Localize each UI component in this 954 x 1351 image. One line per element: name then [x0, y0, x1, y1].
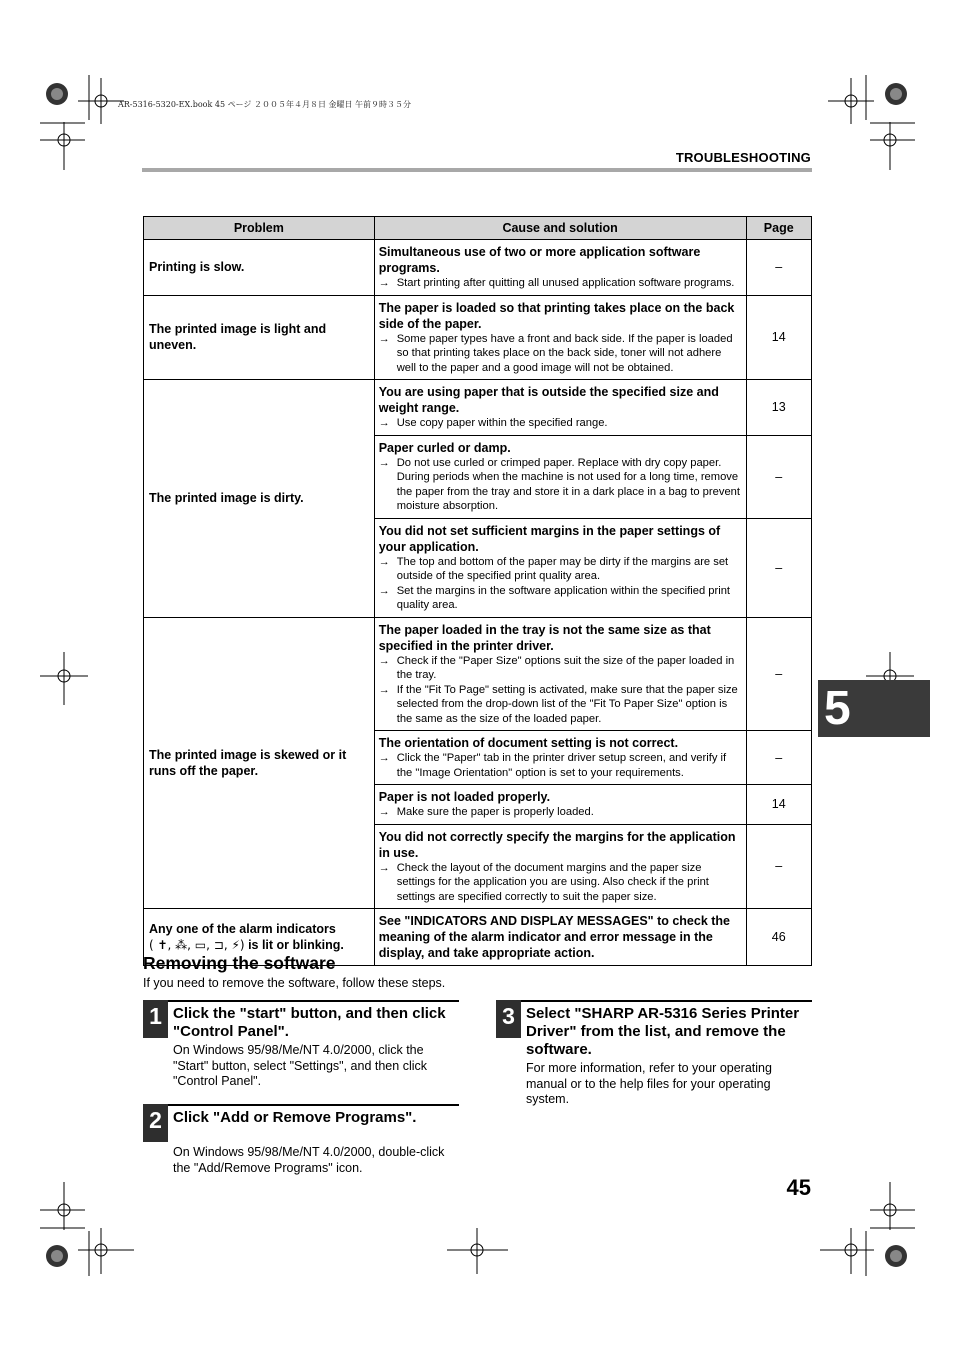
cause-cell [374, 824, 746, 909]
cause-cell [374, 518, 746, 617]
step-body: For more information, refer to your operating manual or to the help files for your operating system. [526, 1061, 772, 1106]
step-body: On Windows 95/98/Me/NT 4.0/2000, double-click the "Add/Remove Programs" icon. [173, 1145, 445, 1175]
problem-cell: The printed image is light and uneven. [144, 295, 375, 380]
cause-column-header: Cause and solution [374, 217, 746, 240]
step-title: Select "SHARP AR-5316 Series Printer Driver" from the list, and remove the software. [526, 1005, 800, 1058]
chapter-tab [818, 680, 930, 737]
solution-line: → Check if the "Paper Size" options suit the size of the paper loaded in the tray. [378, 654, 735, 681]
solution-line: → The top and bottom of the paper may be dirty if the margins are set outside of the specified print quality area. [378, 555, 729, 582]
problem-cell: The printed image is skewed or it runs off the paper. [144, 617, 375, 909]
step-2 [143, 1104, 459, 1179]
cause-cell [374, 295, 746, 380]
header-rule [142, 168, 812, 172]
step-rule [143, 1104, 459, 1106]
page-ref: – [746, 518, 812, 617]
cause-cell [374, 617, 746, 731]
problem-cell: Printing is slow. [144, 240, 375, 296]
page-ref: 14 [746, 295, 812, 380]
cause-title: You did not set sufficient margins in the paper settings of your application. [378, 523, 721, 554]
table-row [144, 295, 812, 380]
problem-column-header: Problem [144, 217, 375, 240]
cause-title: Paper is not loaded properly. [378, 790, 551, 804]
solution-line: → Click the "Paper" tab in the printer driver setup screen, and verify if the "Image Orientation" option is set to your requirements. [378, 752, 727, 779]
step-number: 3 [496, 1000, 521, 1038]
cause-title: Paper curled or damp. [378, 440, 511, 455]
cause-cell [374, 380, 746, 436]
problem-cell: The printed image is dirty. [144, 380, 375, 618]
page-ref: – [746, 240, 812, 296]
step-rule [496, 1000, 812, 1002]
arrow-icon: → [378, 584, 390, 597]
page-ref: 46 [746, 909, 812, 966]
troubleshooting-table [143, 216, 812, 966]
cause-title: See "INDICATORS AND DISPLAY MESSAGES" to check the meaning of the alarm indicator and error message in the display, and take appropriate action. [378, 914, 731, 960]
arrow-icon: → [378, 417, 390, 429]
step-3 [496, 1000, 812, 1112]
arrow-icon: → [378, 861, 390, 874]
solution-line: → Use copy paper within the specified range. [378, 417, 608, 429]
page-ref: – [746, 435, 812, 518]
solution-line: → Do not use curled or crimped paper. Replace with dry copy paper. During periods when the machine is not used for a long time, remove the paper from the tray and store it in a dark place in a bag to prevent moisture absorption. [378, 456, 741, 512]
solution-line: → Check the layout of the document margins and the paper size settings for the application you are using. Also check if the print settings are specified correctly to suit the paper size. [378, 861, 709, 903]
cause-title: The paper is loaded so that printing takes place on the back side of the paper. [378, 300, 735, 331]
cause-title: The orientation of document setting is not correct. [378, 736, 679, 750]
section-title: TROUBLESHOOTING [675, 150, 811, 165]
cause-title: You are using paper that is outside the specified size and weight range. [378, 385, 719, 415]
cause-cell [374, 435, 746, 518]
step-1 [143, 1000, 459, 1095]
cause-cell [374, 731, 746, 785]
page-number: 45 [786, 1175, 811, 1200]
table-row [144, 380, 812, 436]
page-ref: – [746, 731, 812, 785]
step-rule [143, 1000, 459, 1002]
solution-line: → Set the margins in the software application within the specified print quality area. [378, 584, 731, 611]
arrow-icon: → [378, 555, 390, 568]
solution-line: → Start printing after quitting all unused application software programs. [378, 277, 735, 289]
cause-cell [374, 909, 746, 966]
page-ref: – [746, 824, 812, 909]
page-ref: 13 [746, 380, 812, 436]
cause-title: You did not correctly specify the margins for the application in use. [378, 829, 736, 860]
solution-line: → If the "Fit To Page" setting is activated, make sure that the paper size selected from the drop-down list of the "Fit To Paper Size" option is the same as the size of the loaded paper. [378, 683, 738, 725]
page-ref: – [746, 617, 812, 731]
cause-cell [374, 240, 746, 296]
page-column-header: Page [746, 217, 812, 240]
step-number: 2 [143, 1104, 168, 1142]
page-ref: 14 [746, 785, 812, 825]
removing-software-intro: If you need to remove the software, follow these steps. [143, 976, 446, 990]
book-file-info: AR-5316-5320-EX.book 45 ページ ２００５年４月８日 金曜日 午前９時３５分 [118, 100, 412, 109]
arrow-icon: → [378, 806, 390, 818]
alarm-problem-text: Any one of the alarm indicators [149, 922, 336, 936]
chapter-number: 5 [824, 682, 851, 735]
removing-software-heading: Removing the software [143, 953, 336, 973]
step-title: Click "Add or Remove Programs". [173, 1109, 417, 1126]
arrow-icon: → [378, 752, 390, 764]
cause-cell [374, 785, 746, 825]
step-title: Click the "start" button, and then click "Control Panel". [173, 1005, 446, 1040]
alarm-indicator-icons: ( ✝, ⁂, ▭, ⊐, ⚡) [149, 938, 245, 952]
table-row [144, 617, 812, 731]
table-header-row [144, 217, 812, 240]
arrow-icon: → [378, 332, 390, 345]
solution-line: → Make sure the paper is properly loaded. [378, 806, 594, 818]
cause-title: Simultaneous use of two or more application software programs. [378, 245, 701, 275]
arrow-icon: → [378, 654, 390, 667]
table-row [144, 240, 812, 296]
solution-line: → Some paper types have a front and back side. If the paper is loaded so that printing takes place on the back side, toner will not adhere well to the paper and a good image will not be obtained. [378, 332, 733, 374]
step-number: 1 [143, 1000, 168, 1038]
cause-title: The paper loaded in the tray is not the same size as that specified in the printer driver. [378, 622, 711, 653]
arrow-icon: → [378, 683, 390, 696]
alarm-problem-text-end: is lit or blinking. [248, 938, 344, 952]
step-body: On Windows 95/98/Me/NT 4.0/2000, click the "Start" button, select "Settings", and then click "Control Panel". [173, 1043, 427, 1088]
arrow-icon: → [378, 456, 390, 469]
arrow-icon: → [378, 277, 390, 289]
